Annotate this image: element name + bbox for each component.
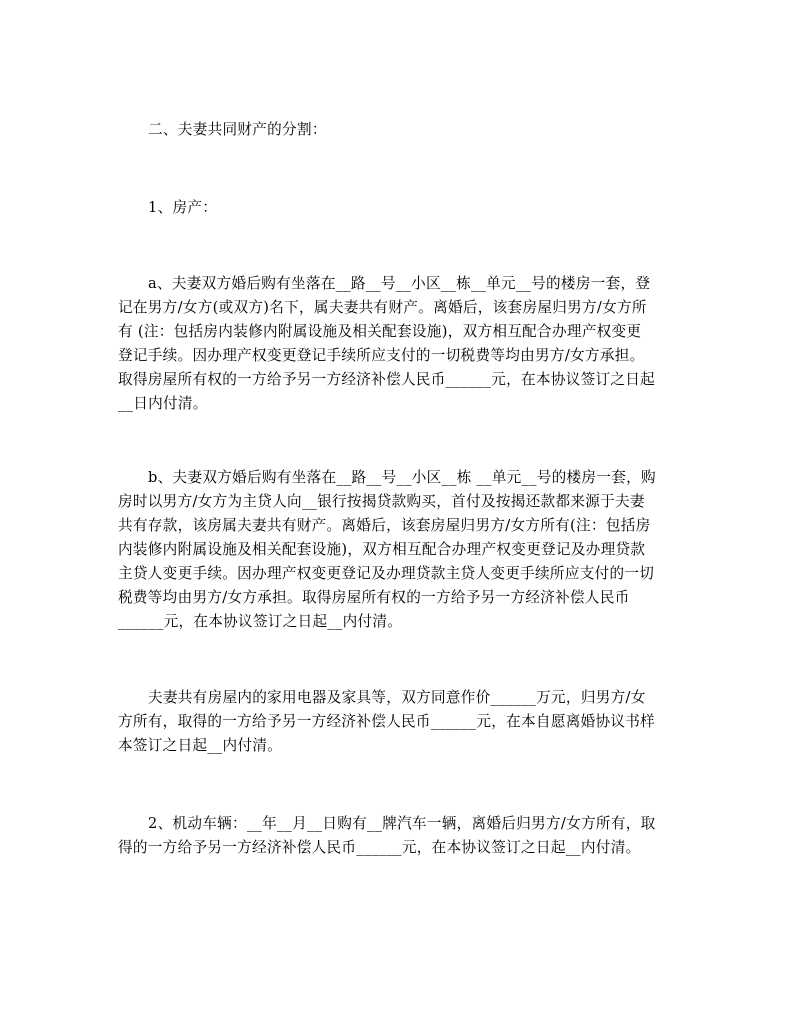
paragraph-line: b、夫妻双方婚后购有坐落在__路__号__小区__栋 __单元__号的楼房一套，购 — [148, 469, 656, 486]
paragraph-line: 共有存款，该房属夫妻共有财产。离婚后，该套房屋归男方/女方所有(注：包括房 — [118, 517, 651, 534]
paragraph-line: 得的一方给予另一方经济补偿人民币______元，在本协议签订之日起__内付清。 — [118, 839, 641, 856]
paragraph-line: ______元，在本协议签订之日起__内付清。 — [118, 613, 403, 630]
paragraph-line: 夫妻共有房屋内的家用电器及家具等，双方同意作价______万元，归男方/女 — [148, 689, 646, 706]
paragraph-line: 主贷人变更手续。因办理产权变更登记及办理贷款主贷人变更手续所应支付的一切 — [118, 565, 655, 582]
paragraph-line: 取得房屋所有权的一方给予另一方经济补偿人民币______元，在本协议签订之日起 — [118, 371, 656, 388]
paragraph-line: 房时以男方/女方为主贷人向__银行按揭贷款购买，首付及按揭还款都来源于夫妻 — [118, 493, 645, 510]
paragraph-line: 内装修内附属设施及相关配套设施)，双方相互配合办理产权变更登记及办理贷款 — [118, 541, 646, 558]
paragraph-line: 2、机动车辆：__年__月__日购有__牌汽车一辆，离婚后归男方/女方所有，取 — [148, 815, 656, 832]
section-heading: 二、夫妻共同财产的分割： — [148, 121, 327, 138]
paragraph-line: 本签订之日起__内付清。 — [118, 737, 283, 754]
subsection-heading-house: 1、房产： — [148, 199, 218, 216]
paragraph-line: 税费等均由男方/女方承担。取得房屋所有权的一方给予另一方经济补偿人民币 — [118, 589, 630, 606]
paragraph-line: 方所有，取得的一方给予另一方经济补偿人民币______元，在本自愿离婚协议书样 — [118, 713, 656, 730]
paragraph-line: a、夫妻双方婚后购有坐落在__路__号__小区__栋__单元__号的楼房一套，登 — [148, 275, 651, 292]
paragraph-line: 记在男方/女方(或双方)名下，属夫妻共有财产。离婚后，该套房屋归男方/女方所 — [118, 299, 647, 316]
paragraph-line: 登记手续。因办理产权变更登记手续所应支付的一切税费等均由男方/女方承担。 — [118, 347, 645, 364]
paragraph-line: __日内付清。 — [118, 395, 208, 412]
paragraph-line: 有 (注：包括房内装修内附属设施及相关配套设施)，双方相互配合办理产权变更 — [118, 323, 642, 340]
